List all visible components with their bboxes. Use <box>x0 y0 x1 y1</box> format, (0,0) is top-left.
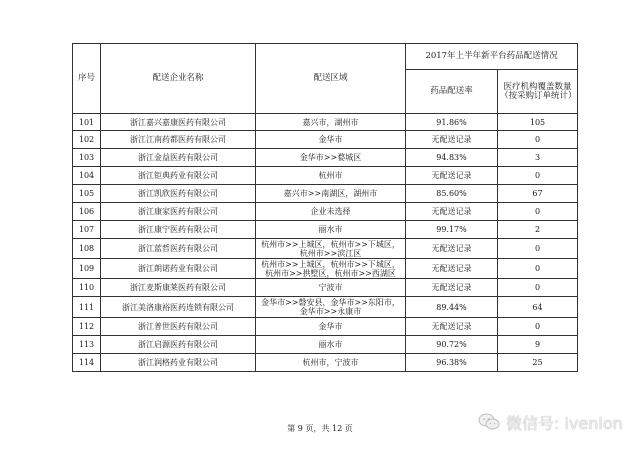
row-number: 112 <box>73 318 101 336</box>
table-row <box>73 131 578 149</box>
rate-cell: 90.72% <box>406 336 498 354</box>
company-name: 浙江麦斯康莱医药有限公司 <box>101 279 256 297</box>
wechat-icon <box>478 413 500 431</box>
header-region: 配送区域 <box>256 44 406 114</box>
region-cell: 宁波市 <box>256 279 406 297</box>
row-number: 108 <box>73 239 101 259</box>
header-seq: 序号 <box>73 44 101 114</box>
coverage-cell: 0 <box>498 318 578 336</box>
row-number: 109 <box>73 259 101 279</box>
coverage-cell: 64 <box>498 297 578 318</box>
rate-cell: 无配送记录 <box>406 318 498 336</box>
company-name: 浙江康家医药有限公司 <box>101 203 256 221</box>
distribution-table <box>72 43 578 372</box>
rate-cell: 96.38% <box>406 354 498 372</box>
company-name: 浙江美洛康裕医药连锁有限公司 <box>101 297 256 318</box>
region-cell: 金华市 <box>256 318 406 336</box>
company-name: 浙江润格药业有限公司 <box>101 354 256 372</box>
watermark-text: 微信号: ivenlon <box>506 413 623 433</box>
row-number: 104 <box>73 167 101 185</box>
row-number: 113 <box>73 336 101 354</box>
row-number: 103 <box>73 149 101 167</box>
company-name: 浙江嘉兴嘉康医药有限公司 <box>101 114 256 131</box>
company-name: 浙江朗诺药业有限公司 <box>101 259 256 279</box>
rate-cell: 无配送记录 <box>406 167 498 185</box>
company-name: 浙江钜典药业有限公司 <box>101 167 256 185</box>
region-cell: 杭州市，宁波市 <box>256 354 406 372</box>
coverage-cell: 0 <box>498 167 578 185</box>
coverage-cell: 3 <box>498 149 578 167</box>
row-number: 102 <box>73 131 101 149</box>
company-name: 浙江江南药都医药有限公司 <box>101 131 256 149</box>
row-number: 107 <box>73 221 101 239</box>
row-number: 101 <box>73 114 101 131</box>
header-company: 配送企业名称 <box>101 44 256 114</box>
header-rate: 药品配送率 <box>406 70 498 114</box>
row-number: 110 <box>73 279 101 297</box>
company-name: 浙江普世医药有限公司 <box>101 318 256 336</box>
rate-cell: 99.17% <box>406 221 498 239</box>
table-row <box>73 221 578 239</box>
coverage-cell: 105 <box>498 114 578 131</box>
coverage-cell: 0 <box>498 131 578 149</box>
row-number: 106 <box>73 203 101 221</box>
rate-cell: 无配送记录 <box>406 279 498 297</box>
rate-cell: 85.60% <box>406 185 498 203</box>
region-cell: 金华市>>婺城区 <box>256 149 406 167</box>
coverage-cell: 25 <box>498 354 578 372</box>
coverage-cell: 0 <box>498 279 578 297</box>
region-cell: 杭州市>>上城区，杭州市>>下城区，杭州市>>滨江区 <box>256 239 406 259</box>
page-footer: 第 9 页，共 12 页 <box>287 424 353 433</box>
table-row <box>73 239 578 259</box>
coverage-cell: 0 <box>498 203 578 221</box>
rate-cell: 91.86% <box>406 114 498 131</box>
coverage-cell: 0 <box>498 259 578 279</box>
region-cell: 企业未选择 <box>256 203 406 221</box>
table-body <box>73 114 578 372</box>
region-cell: 杭州市 <box>256 167 406 185</box>
table-row <box>73 114 578 131</box>
company-name: 浙江凯欣医药有限公司 <box>101 185 256 203</box>
table-row <box>73 354 578 372</box>
rate-cell: 无配送记录 <box>406 203 498 221</box>
rate-cell: 无配送记录 <box>406 259 498 279</box>
coverage-cell: 0 <box>498 239 578 259</box>
rate-cell: 94.83% <box>406 149 498 167</box>
row-number: 105 <box>73 185 101 203</box>
region-cell: 金华市 <box>256 131 406 149</box>
header-coverage: 医疗机构覆盖数量（按采购订单统计） <box>498 70 578 114</box>
rate-cell: 无配送记录 <box>406 239 498 259</box>
table-row <box>73 149 578 167</box>
table-row <box>73 297 578 318</box>
table-row <box>73 203 578 221</box>
coverage-cell: 67 <box>498 185 578 203</box>
region-cell: 嘉兴市>>南湖区，湖州市 <box>256 185 406 203</box>
header-group: 2017年上半年新平台药品配送情况 <box>406 44 578 70</box>
table-row <box>73 318 578 336</box>
coverage-cell: 2 <box>498 221 578 239</box>
region-cell: 丽水市 <box>256 221 406 239</box>
table-row <box>73 259 578 279</box>
table-row <box>73 185 578 203</box>
region-cell: 金华市>>磐安县，金华市>>东阳市，金华市>>永康市 <box>256 297 406 318</box>
region-cell: 丽水市 <box>256 336 406 354</box>
rate-cell: 89.44% <box>406 297 498 318</box>
company-name: 浙江金益医药有限公司 <box>101 149 256 167</box>
row-number: 111 <box>73 297 101 318</box>
coverage-cell: 9 <box>498 336 578 354</box>
company-name: 浙江启源医药有限公司 <box>101 336 256 354</box>
region-cell: 杭州市>>上城区，杭州市>>下城区，杭州市>>拱墅区，杭州市>>西湖区 <box>256 259 406 279</box>
watermark <box>478 411 638 433</box>
region-cell: 嘉兴市，湖州市 <box>256 114 406 131</box>
row-number: 114 <box>73 354 101 372</box>
table-row <box>73 167 578 185</box>
table-row <box>73 336 578 354</box>
company-name: 浙江蓝哲医药有限公司 <box>101 239 256 259</box>
rate-cell: 无配送记录 <box>406 131 498 149</box>
table-row <box>73 279 578 297</box>
company-name: 浙江康宁医药有限公司 <box>101 221 256 239</box>
